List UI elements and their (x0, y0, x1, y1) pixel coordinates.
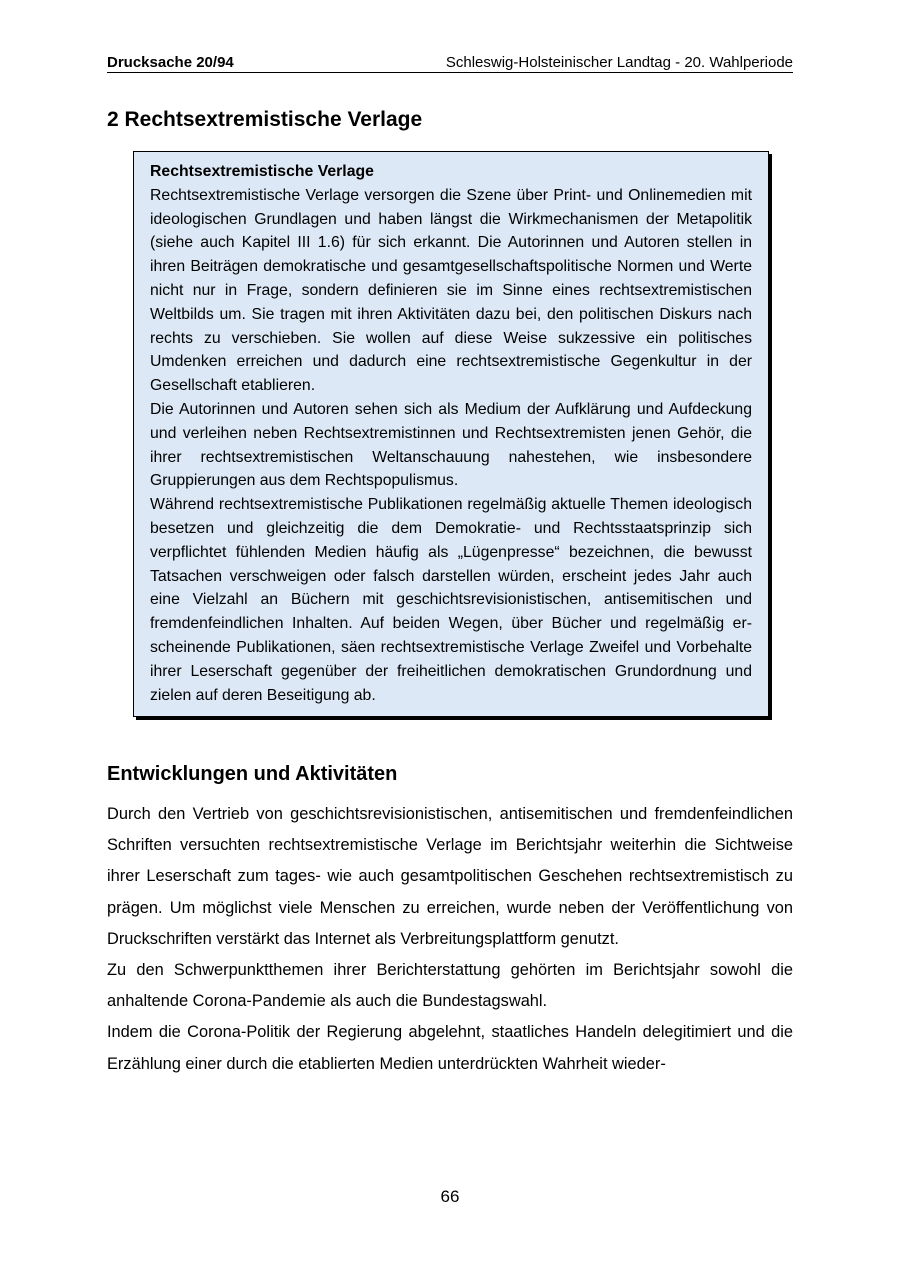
section-title: Entwicklungen und Aktivitäten (107, 763, 398, 785)
body-text (107, 799, 793, 1080)
page-header (107, 54, 793, 73)
info-box-paragraph-3: Während rechtsextremistische Publikationen regelmäßig aktuelle Themen ideologisch besetzen und gleichzeitig die dem Demokratie- und Rechtsstaatsprinzip sich verpflichtet fühlenden Medien häufig als „Lügenpresse“ bezeichnen, die bewusst Tatsachen verschweigen oder falsch darstellen würden, erscheint jedes Jahr auch eine Vielzahl an Büchern mit geschichtsrevisionistischen, antisemitischen und fremdenfeindlichen Inhalten. Auf beiden Wegen, über Bücher und regelmäßig erscheinende Publikationen, säen rechtsextremistische Verlage Zweifel und Vorbehalte ihrer Leserschaft gegenüber der freiheitlichen demokratischen Grundordnung und zielen auf deren Beseitigung ab. (150, 496, 752, 704)
body-paragraph-1: Durch den Vertrieb von geschichtsrevisionistischen, antisemitischen und fremdenfeindlichen Schriften versuchten rechtsextremistische Verlage im Berichtsjahr weiterhin die Sichtweise ihrer Leserschaft zum tages- wie auch gesamtpolitischen Geschehen rechtsextremistisch zu prägen. Um möglichst viele Menschen zu erreichen, wurde neben der Veröffentlichung von Druckschriften verstärkt das Internet als Verbreitungsplattform genutzt. (107, 805, 793, 948)
chapter-title: 2 Rechtsextremistische Verlage (107, 108, 423, 131)
document-number: Drucksache 20/94 (107, 54, 234, 71)
info-box (133, 151, 769, 717)
page-number: 66 (440, 1187, 460, 1206)
info-box-title: Rechtsextremistische Verlage (150, 163, 374, 180)
body-paragraph-2: Zu den Schwerpunktthemen ihrer Berichterstattung gehörten im Berichtsjahr sowohl die anhaltende Corona-Pandemie als auch die Bundestagswahl. (107, 961, 793, 1011)
body-paragraph-3: Indem die Corona-Politik der Regierung abgelehnt, staatliches Handeln delegitimiert und die Erzählung einer durch die etablierten Medien unterdrückten Wahrheit wieder- (107, 1023, 793, 1073)
info-box-paragraph-2: Die Autorinnen und Autoren sehen sich als Medium der Aufklärung und Aufdeckung und verleihen neben Rechtsextremistinnen und Rechtsextremisten jenen Gehör, die ihrer rechtsextremistischen Weltanschauung nahestehen, wie insbesondere Gruppierungen aus dem Rechtspopulismus. (150, 400, 752, 490)
info-box-paragraph-1: Rechtsextremistische Verlage versorgen die Szene über Print- und Onlinemedien mit ideologischen Grundlagen und haben längst die Wirkmechanismen der Metapolitik (siehe auch Kapitel III 1.6) für sich erkannt. Die Autorinnen und Autoren stellen in ihren Beiträgen demokratische und gesamtgesellschaftspolitische Normen und Werte nicht nur in Frage, sondern definieren sie im Sinne eines rechtsextremistischen Weltbilds um. Sie tragen mit ihren Aktivitäten dazu bei, den politischen Diskurs nach rechts zu verschieben. Sie wollen auf diese Weise sukzessive ein politisches Umdenken erreichen und dadurch eine rechtsextremistische Gegenkultur in der Gesellschaft etablieren. (150, 186, 752, 395)
institution-name: Schleswig-Holsteinischer Landtag - 20. Wahlperiode (445, 54, 793, 71)
